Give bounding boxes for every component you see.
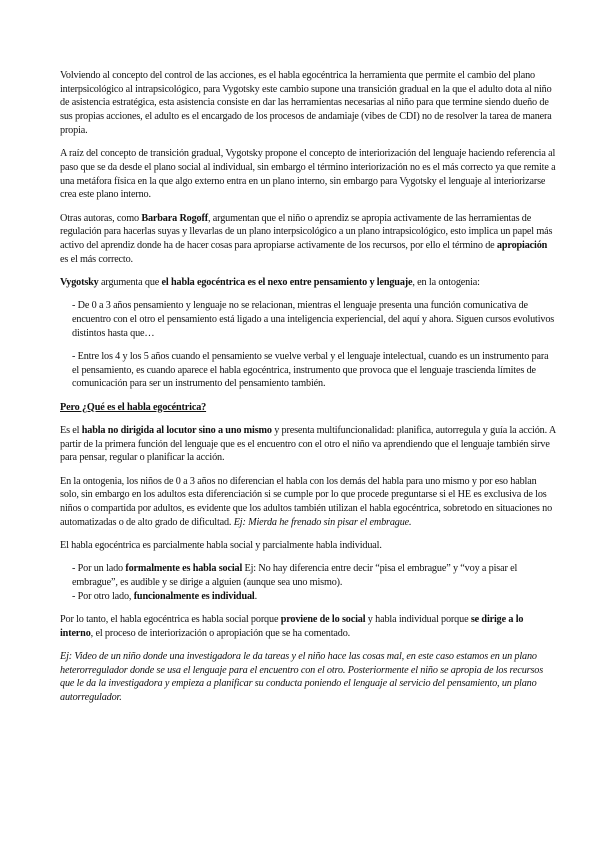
list-item-funcionalmente — [72, 590, 556, 604]
section-heading — [60, 401, 556, 415]
text-run: argumenta que — [98, 276, 162, 288]
bold-funcionalmente: funcionalmente es individual — [133, 590, 255, 602]
text-run: - Por un lado — [72, 563, 126, 575]
text-run: , argumentan que el niño o aprendiz se apropia activamente de las herramientas de regulación para hacerlas suyas y llevarlas de un plano interpsicológico a un plano intrapsicológico, esto implica un papel más activo del aprendiz donde ha de hacer cosas para apropiarse activamente de los recursos, por ello el término de — [60, 212, 553, 251]
text-run: En la ontogenia, los niños de 0 a 3 años no diferencian el habla con los demás del habla para uno mismo y por eso hablan solo, sin embargo en los adultos esta diferenciación si se cumple por lo que procede preguntarse si el HE es exclusiva de los niños o compartida por adultos, es evidente que los adultos también utilizan el habla egocéntrica, sobretodo en situaciones no automatizadas o de alto grado de dificultad. — [60, 475, 553, 528]
text-run: Por lo tanto, el habla egocéntrica es habla social porque — [60, 614, 281, 626]
list-item-4-5-anos: - Entre los 4 y los 5 años cuando el pensamiento se vuelve verbal y el lenguaje intelectual, cuando es un instrumento para el pensamiento, es cuando aparece el habla egocéntrica, instrumento que provoca que el lenguaje trascienda límites de comunicación para ser un instrumento del pensamiento también. — [72, 350, 549, 390]
bold-rogoff: Barbara Rogoff — [141, 212, 208, 224]
bold-vygotsky: Vygotsky — [60, 276, 99, 288]
list-item-0-3-anos: - De 0 a 3 años pensamiento y lenguaje no se relacionan, mientras el lenguaje presenta una función comunicativa de encuentro con el otro el pensamiento está ligado a una inteligencia experiencial, del aquí y ahora. Siguen cursos evolutivos distintos hasta que… — [72, 300, 555, 339]
text-run: . — [254, 590, 257, 602]
text-run: Es el — [60, 424, 82, 436]
example-embrague: Ej: Mierda he frenado sin pisar el embrague. — [233, 516, 412, 528]
paragraph-rogoff — [60, 212, 556, 267]
document-body — [60, 69, 556, 705]
text-run: , en la ontogenia: — [412, 276, 480, 288]
list-item-formalmente — [72, 562, 556, 589]
paragraph-ontogenia — [60, 475, 556, 530]
paragraph-vygotsky-nexo — [60, 276, 556, 290]
paragraph-control-acciones: Volviendo al concepto del control de las acciones, es el habla egocéntrica la herramienta que permite el cambio del plano interpsicológico al intrapsicológico, para Vygotsky este cambio supone una transición gradual en la que el adulto dota al niño de asistencia estratégica, esta asistencia consiste en dar las herramientas necesarias al niño para que termine siendo dueño de sus propias acciones, el adulto es el encargado de los procesos de andamiaje (vibes de CDI) no de resolver la tarea de manera propia. — [60, 70, 552, 136]
text-run: y habla individual porque — [365, 614, 471, 626]
bold-apropiacion: apropiación — [496, 239, 548, 251]
paragraph-ejemplo-video: Ej: Video de un niño donde una investigadora le da tareas y el niño hace las cosas mal, en este caso estamos en un plano heterorregulador donde se usa el lenguaje para el encuentro con el otro. Posteriormente el niño se apropia de los recursos que le da la investigadora y empieza a planificar su conducta poniendo el lenguaje al servicio del pensamiento, un plano autorregulador. — [60, 651, 544, 704]
paragraph-parcialmente: El habla egocéntrica es parcialmente habla social y parcialmente habla individual. — [60, 540, 382, 552]
text-run: - Por otro lado, — [72, 590, 134, 602]
paragraph-transicion-gradual: A raíz del concepto de transición gradual, Vygotsky propone el concepto de interiorización del lenguaje haciendo referencia al paso que se da desde el plano social al individual, sin embargo el término interiorización no es el más correcto ya que remite a una metáfora física en la que algo externo entra en un plano interno, sin embargo para Vygotsky el lenguaje al interiorizarse crea este plano interno. — [60, 148, 556, 201]
bold-nexo: el habla egocéntrica es el nexo entre pensamiento y lenguaje — [161, 276, 413, 288]
paragraph-por-lo-tanto — [60, 613, 556, 640]
text-run: Ej: No hay diferencia entre decir “pisa el embrague” y “voy a pisar el embrague”, es audible y se dirige a alguien (aunque sea uno mismo). — [72, 563, 518, 589]
bold-habla-no-dirigida: habla no dirigida al locutor sino a uno mismo — [81, 424, 272, 436]
text-run: , el proceso de interiorización o apropiación que se ha comentado. — [90, 627, 351, 639]
paragraph-definicion — [60, 424, 556, 465]
bold-formalmente: formalmente es habla social — [125, 563, 243, 575]
text-run: y presenta multifuncionalidad: planifica, autorregula y guía la acción. A partir de la primera función del lenguaje que es el encuentro con el otro el niño va aprendiendo que el lenguaje también sirve para pensar, regular o planificar la acción. — [60, 424, 556, 464]
heading-que-es-habla-egocentrica: Pero ¿Qué es el habla egocéntrica? — [60, 401, 207, 413]
text-run: es el más correcto. — [60, 253, 133, 265]
bold-proviene-social: proviene de lo social — [280, 614, 366, 626]
bold-dirige-interno: se dirige a lo interno — [60, 614, 524, 639]
text-run: Otras autoras, como — [60, 212, 142, 224]
